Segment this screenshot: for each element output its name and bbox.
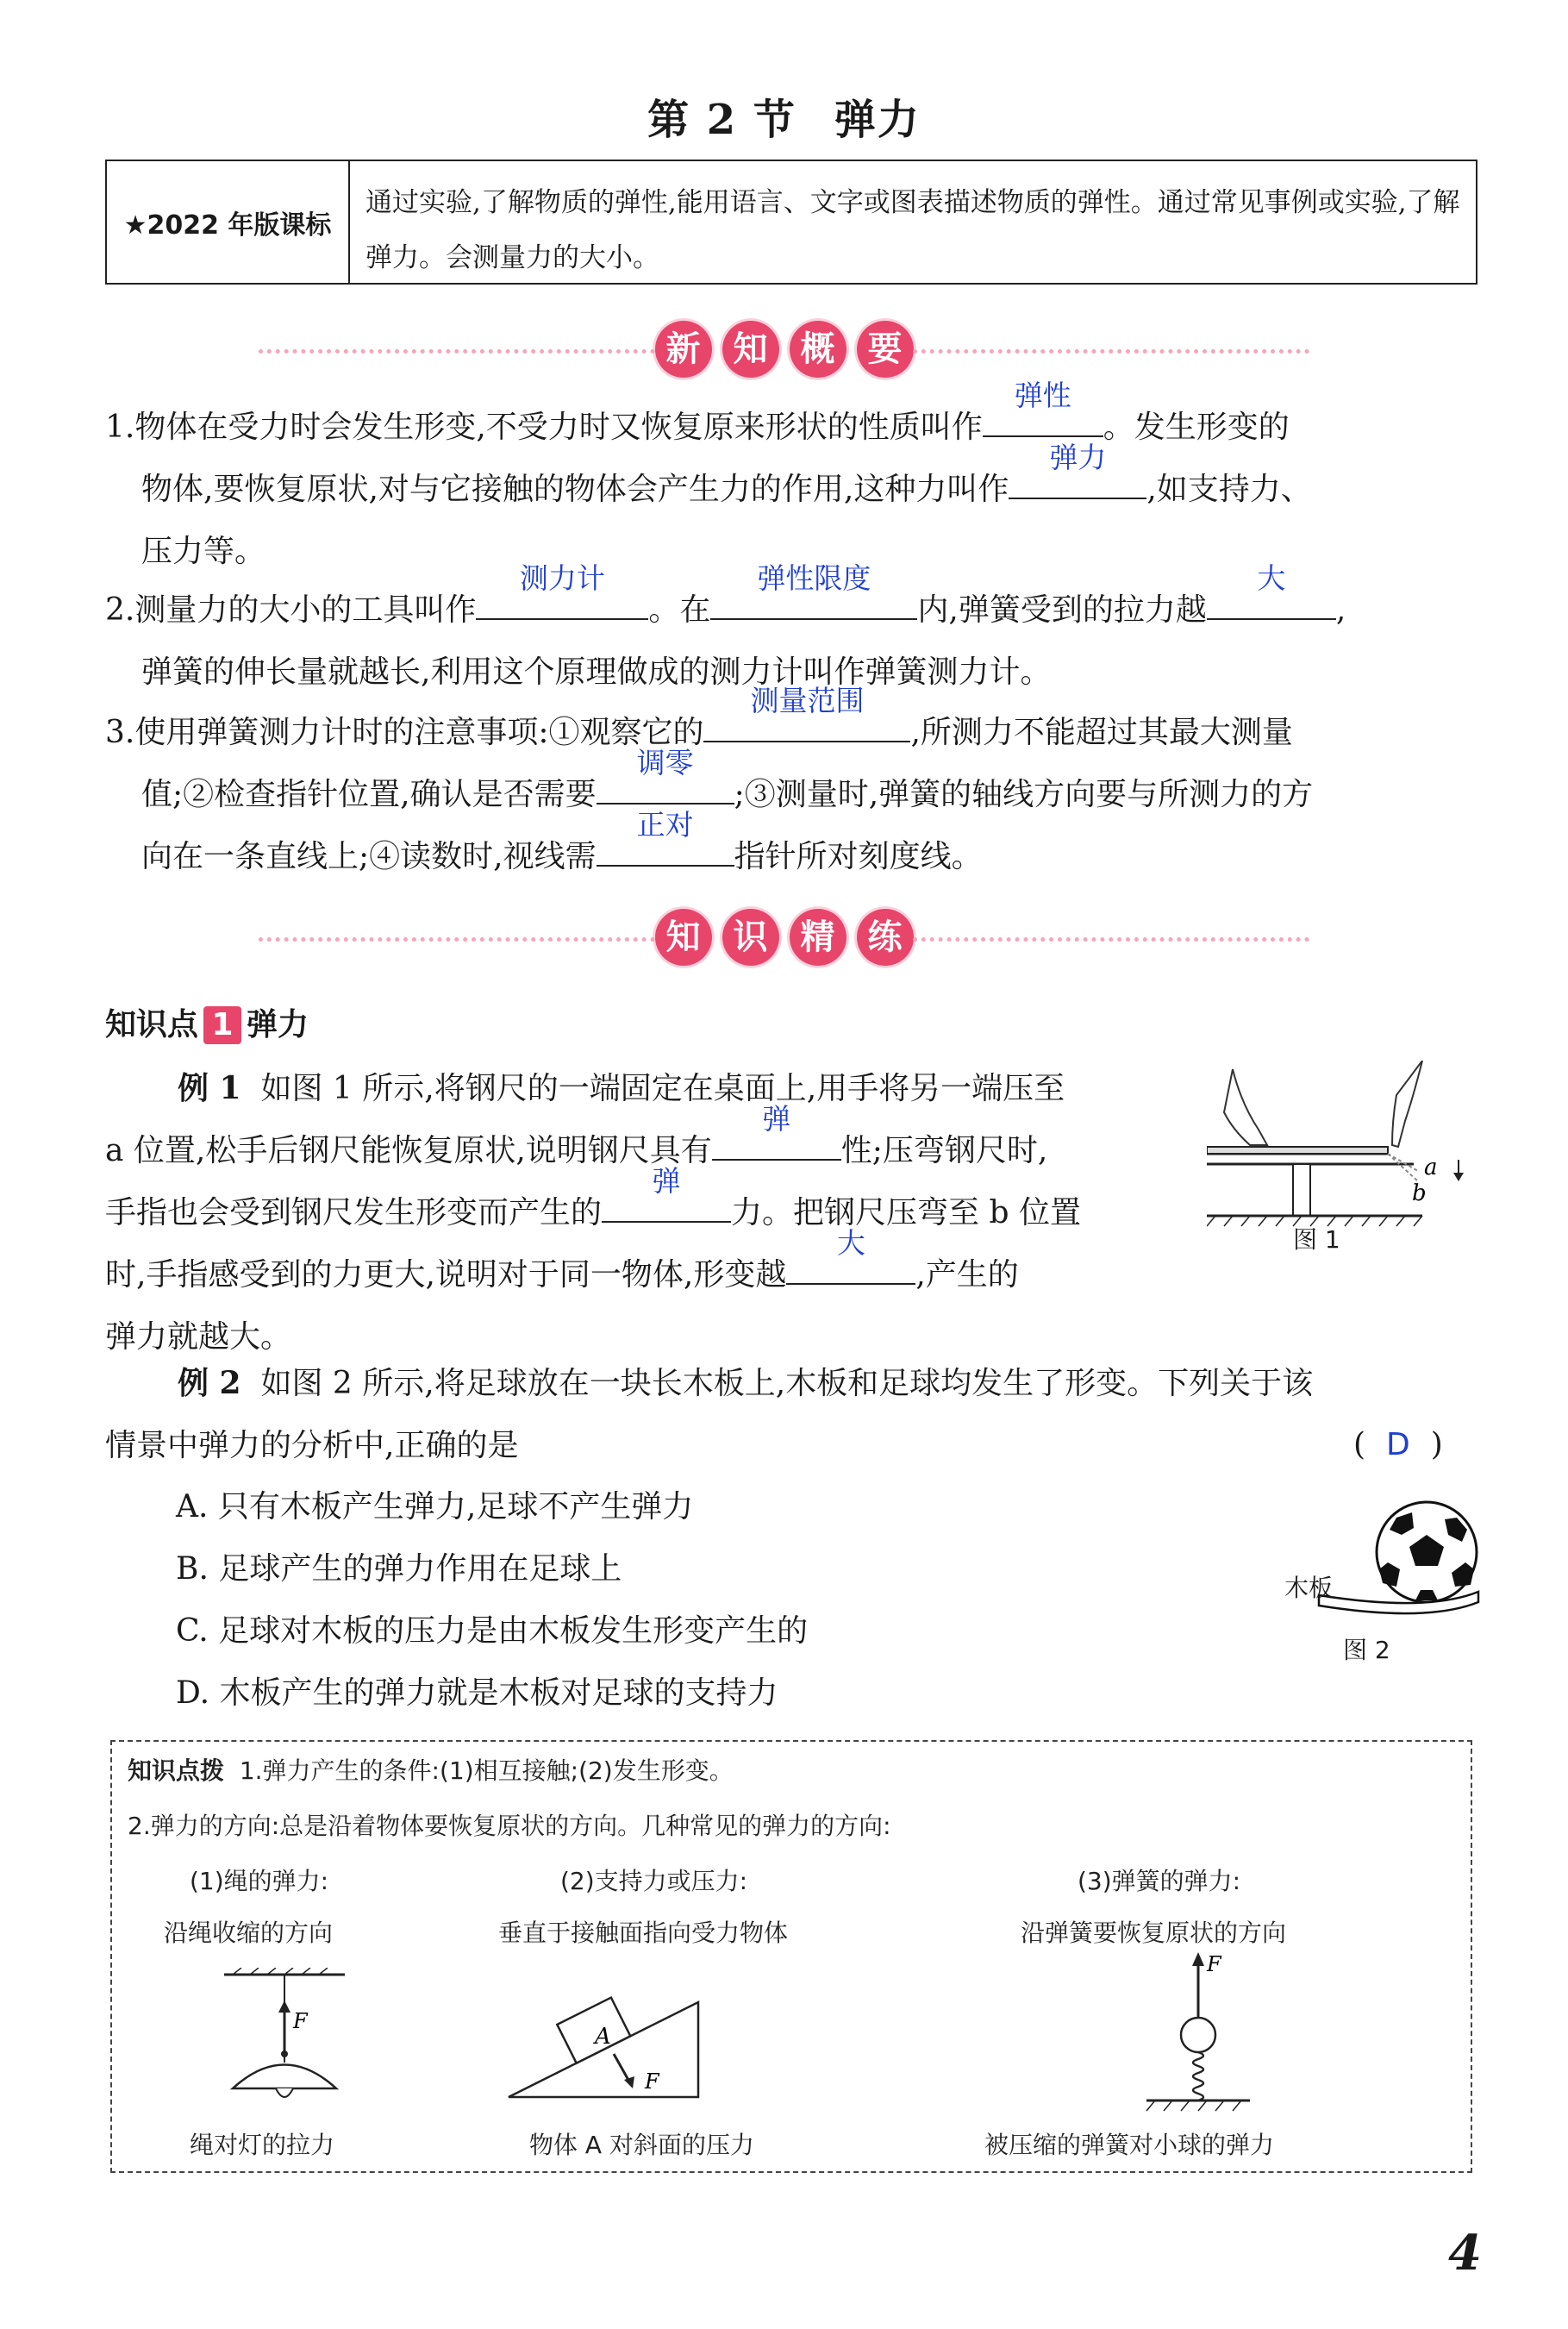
q3-text: ;③测量时,弹簧的轴线方向要与所测力的方 — [734, 777, 1314, 812]
ex1-text: a 位置,松手后钢尺能恢复原状,说明钢尺具有 — [105, 1133, 712, 1168]
q3-text: 值;②检查指针位置,确认是否需要 — [141, 777, 597, 812]
spring-diagram — [1129, 1949, 1267, 2121]
case-2-title: (2)支持力或压力: — [560, 1867, 748, 1895]
page-number: 4 — [1448, 2225, 1482, 2282]
case-3-desc: 沿弹簧要恢复原状的方向 — [1021, 1919, 1287, 1947]
ex1-answer-2: 弹 — [652, 1164, 681, 1198]
q2-blank-3 — [1207, 561, 1336, 620]
banner-char: 新 — [655, 321, 712, 378]
ex1-answer-3: 大 — [836, 1226, 865, 1260]
ex1-text: 手指也会受到钢尺发生形变而产生的 — [105, 1195, 603, 1230]
ex2-answer-bracket — [1353, 1414, 1443, 1476]
incline-force-label: F — [645, 2069, 659, 2094]
example-2-label: 例 2 — [178, 1365, 241, 1401]
q2-text: 2.测量力的大小的工具叫作 — [105, 592, 477, 628]
q2-answer-1: 测力计 — [519, 561, 605, 595]
figure-1-ruler — [1207, 1061, 1483, 1259]
banner-char: 精 — [790, 909, 846, 966]
kp-prefix: 知识点 — [105, 1007, 199, 1042]
ex1-text: 力。把钢尺压弯至 b 位置 — [731, 1195, 1081, 1230]
banner-char: 概 — [790, 321, 846, 378]
q3-answer-1: 测量范围 — [750, 684, 865, 717]
ex1-text: 如图 1 所示,将钢尺的一端固定在桌面上,用手将另一端压至 — [260, 1071, 1065, 1106]
banner-char: 识 — [722, 909, 779, 966]
ex2-text: 情景中弹力的分析中,正确的是 — [105, 1428, 519, 1463]
knowledge-point-heading — [105, 1000, 309, 1044]
example-2 — [105, 1352, 1484, 1477]
q3-text: 向在一条直线上;④读数时,视线需 — [141, 839, 597, 874]
block-a-label: A — [595, 2024, 611, 2050]
banner-char: 练 — [857, 909, 914, 966]
knowledge-tip-box — [110, 1740, 1472, 2173]
standard-text: 通过实验,了解物质的弹性,能用语言、文字或图表描述物质的弹性。通过常见事例或实验,了解弹力。会测量力的大小。 — [365, 187, 1460, 273]
lamp-diagram — [216, 1968, 353, 2114]
case-2-caption: 物体 A 对斜面的压力 — [529, 2131, 754, 2159]
ex1-answer-1: 弹 — [762, 1102, 791, 1136]
q2-text: 内,弹簧受到的拉力越 — [917, 592, 1207, 628]
case-1-desc: 沿绳收缩的方向 — [164, 1919, 334, 1947]
q1-text: 物体,要恢复原状,对与它接触的物体会产生力的作用,这种力叫作 — [141, 472, 1009, 507]
option-b: B. 足球产生的弹力作用在足球上 — [176, 1551, 622, 1587]
lamp-force-label: F — [293, 2009, 308, 2033]
bracket-close: ) — [1430, 1427, 1443, 1462]
ex2-answer: D — [1386, 1427, 1410, 1462]
ex1-text: ,产生的 — [915, 1257, 1019, 1293]
banner-practice — [0, 909, 1568, 966]
q2-blank-1 — [476, 561, 648, 620]
q3-text: 3.使用弹簧测力计时的注意事项:①观察它的 — [105, 715, 704, 750]
ex1-text: 性;压弯钢尺时, — [840, 1133, 1048, 1168]
example-1-label: 例 1 — [178, 1070, 241, 1106]
q1-text: 。发生形变的 — [1103, 410, 1290, 445]
section-number: 第 2 节 — [647, 96, 796, 144]
tip-text: 1.弹力产生的条件:(1)相互接触;(2)发生形变。 — [239, 1756, 734, 1785]
tip-line-2: 2.弹力的方向:总是沿着物体要恢复原状的方向。几种常见的弹力的方向: — [128, 1812, 891, 1840]
figure-1-caption: 图 1 — [1293, 1225, 1340, 1254]
ex1-blank-2 — [602, 1164, 731, 1223]
ex1-text: 弹力就越大。 — [105, 1319, 292, 1355]
option-a: A. 只有木板产生弹力,足球不产生弹力 — [176, 1489, 694, 1524]
figure-2-board-label: 木板 — [1284, 1574, 1334, 1602]
page-title — [0, 86, 1568, 146]
fig1-label-a: a — [1424, 1155, 1438, 1180]
q2-text: 弹簧的伸长量就越长,利用这个原理做成的测力计叫作弹簧测力计。 — [141, 654, 1052, 690]
summary-q3 — [105, 684, 1484, 888]
tip-label: 知识点拨 — [128, 1756, 225, 1785]
q2-answer-2: 弹性限度 — [757, 561, 871, 595]
option-c: C. 足球对木板的压力是由木板发生形变产生的 — [176, 1613, 809, 1649]
case-3-title: (3)弹簧的弹力: — [1078, 1867, 1241, 1895]
fig1-label-b: b — [1412, 1180, 1427, 1206]
bracket-open: ( — [1353, 1427, 1366, 1462]
kp-name: 弹力 — [247, 1007, 309, 1042]
section-topic: 弹力 — [834, 96, 921, 144]
q1-blank-2 — [1009, 441, 1146, 499]
q2-text: , — [1335, 592, 1346, 628]
case-1-caption: 绳对灯的拉力 — [190, 2131, 335, 2159]
case-1-title: (1)绳的弹力: — [190, 1867, 329, 1895]
q3-blank-3 — [597, 808, 734, 867]
banner-char: 要 — [857, 321, 914, 378]
q3-blank-1 — [703, 684, 910, 742]
ex1-blank-1 — [712, 1102, 841, 1161]
q3-answer-2: 调零 — [636, 746, 694, 779]
standard-label: ★2022 年版课标 — [107, 161, 350, 283]
spring-force-label: F — [1207, 1952, 1221, 1976]
q2-blank-2 — [710, 561, 917, 620]
q3-answer-3: 正对 — [636, 808, 694, 842]
option-d: D. 木板产生的弹力就是木板对足球的支持力 — [176, 1675, 778, 1711]
ex2-options — [176, 1476, 1210, 1725]
q3-text: ,所测力不能超过其最大测量 — [910, 715, 1293, 750]
banner-new-knowledge — [0, 321, 1568, 378]
tip-line-1 — [128, 1752, 734, 1787]
q2-text: 。在 — [648, 592, 711, 628]
ex1-blank-3 — [786, 1226, 915, 1285]
q1-text: ,如支持力、 — [1146, 472, 1312, 507]
incline-diagram — [491, 1968, 715, 2114]
q1-text: 1.物体在受力时会发生形变,不受力时又恢复原来形状的性质叫作 — [105, 410, 983, 445]
q1-text: 压力等。 — [141, 534, 266, 569]
banner-char: 知 — [722, 321, 779, 378]
q3-text: 指针所对刻度线。 — [734, 839, 983, 874]
example-1 — [105, 1057, 1209, 1368]
ex1-text: 时,手指感受到的力更大,说明对于同一物体,形变越 — [105, 1257, 787, 1293]
q2-answer-3: 大 — [1257, 561, 1286, 595]
case-2-desc: 垂直于接触面指向受力物体 — [498, 1919, 789, 1947]
q1-answer-1: 弹性 — [1014, 379, 1071, 412]
kp-number: 1 — [203, 1006, 241, 1044]
ex2-text: 如图 2 所示,将足球放在一块长木板上,木板和足球均发生了形变。下列关于该 — [260, 1366, 1314, 1401]
curriculum-standard-box — [105, 160, 1477, 285]
figure-2-caption: 图 2 — [1343, 1636, 1390, 1664]
q1-answer-2: 弹力 — [1049, 441, 1107, 474]
case-3-caption: 被压缩的弹簧对小球的弹力 — [984, 2131, 1275, 2159]
banner-char: 知 — [655, 909, 712, 966]
